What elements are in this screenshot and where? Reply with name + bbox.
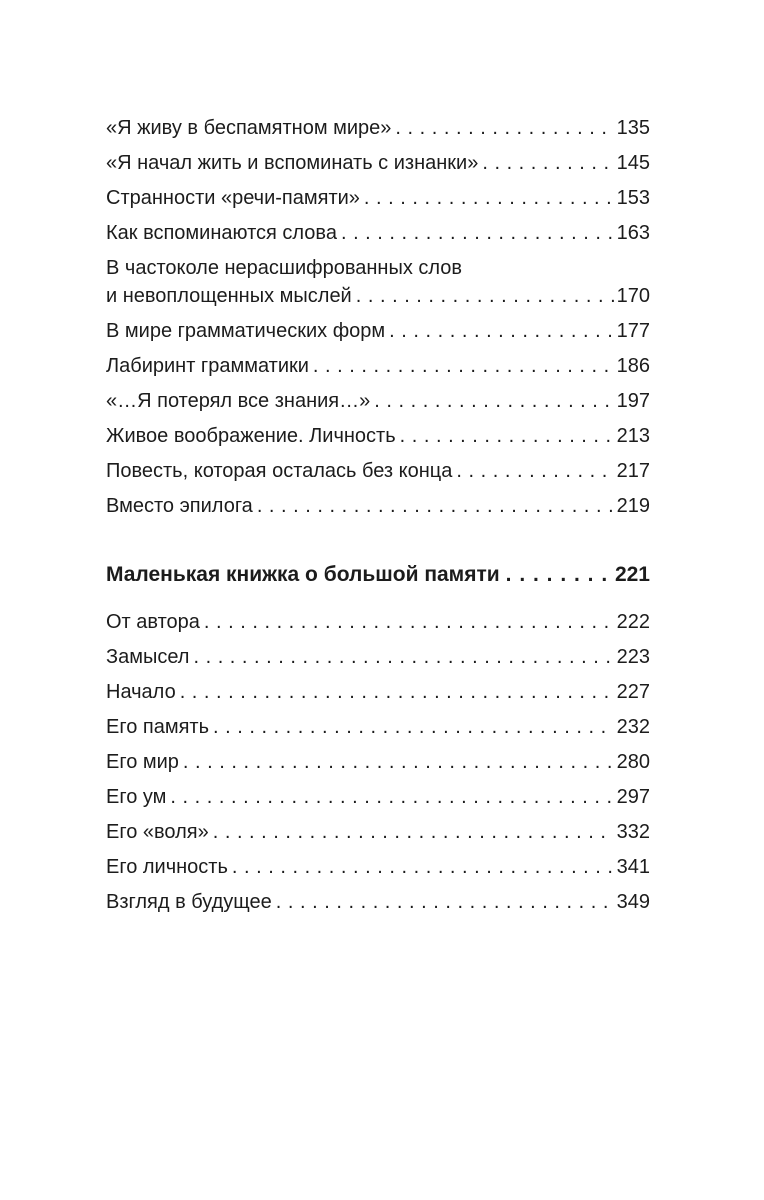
toc-entry-title: Вместо эпилога: [106, 495, 253, 517]
toc-entry-title-line1: В частоколе нерасшифрованных слов: [106, 257, 463, 279]
toc-entry: [106, 643, 650, 671]
toc-entry-page: 213: [616, 425, 650, 447]
section-title: Маленькая книжка о большой памяти: [106, 563, 500, 586]
dot-leader: [166, 783, 614, 811]
toc-entry: [106, 114, 650, 142]
dot-leader: [478, 149, 614, 177]
toc-entry-title: Странности «речи-памяти»: [106, 187, 360, 209]
toc-entry: [106, 422, 650, 450]
toc-entry: [106, 783, 650, 811]
toc-entry-title: «Я начал жить и вспоминать с изнанки»: [106, 152, 479, 174]
dot-leader: [200, 608, 614, 636]
dot-leader: [179, 748, 614, 776]
toc-entry: [106, 352, 650, 380]
toc-entry-page: 197: [616, 390, 650, 412]
toc-entry-page: 153: [616, 187, 650, 209]
toc-entry-page: 145: [616, 152, 650, 174]
dot-leader: [176, 678, 614, 706]
toc-entry-title: От автора: [106, 611, 200, 633]
dot-leader: [272, 888, 614, 916]
toc-entry-title: Его мир: [106, 751, 179, 773]
toc-entry-title: Повесть, которая осталась без конца: [106, 460, 453, 482]
toc-entry-title: «Я живу в беспамятном мире»: [106, 117, 392, 139]
toc-entry-page: 297: [616, 786, 650, 808]
dot-leader: [228, 853, 614, 881]
toc-entry-title: Его личность: [106, 856, 228, 878]
toc-entry-page: 349: [616, 891, 650, 913]
toc-entry-page: 341: [616, 856, 650, 878]
toc-entry-title: Как вспоминаются слова: [106, 222, 337, 244]
dot-leader: [452, 457, 614, 485]
dot-leader: [209, 818, 614, 846]
toc-entry: [106, 748, 650, 776]
toc-entry-title-line2: и невоплощенных мыслей: [106, 285, 352, 307]
toc-entry-title: Взгляд в будущее: [106, 891, 272, 913]
toc-entry: [106, 219, 650, 247]
toc-entry: [106, 317, 650, 345]
toc-entry-page: 332: [616, 821, 650, 843]
section-heading: [106, 560, 650, 590]
toc-entry: [106, 713, 650, 741]
dot-leader: [391, 114, 614, 142]
toc-entry-title: Его «воля»: [106, 821, 209, 843]
section-page: 221: [614, 563, 650, 586]
toc-entry-title: Начало: [106, 681, 176, 703]
dot-leader: [309, 352, 614, 380]
toc-entry-page: 163: [616, 222, 650, 244]
toc-entry-page: 177: [616, 320, 650, 342]
toc-entry-page: 280: [616, 751, 650, 773]
table-of-contents: [106, 114, 650, 923]
toc-entry-title: Лабиринт грамматики: [106, 355, 309, 377]
dot-leader: [209, 713, 614, 741]
toc-entry-page: 135: [616, 117, 650, 139]
toc-entry-page: 219: [616, 495, 650, 517]
toc-entry-page: 227: [616, 681, 650, 703]
dot-leader: [352, 282, 614, 310]
toc-entry: [106, 457, 650, 485]
toc-entry: [106, 492, 650, 520]
toc-entry-page: 223: [616, 646, 650, 668]
dot-leader: [385, 317, 614, 345]
toc-entry: [106, 853, 650, 881]
toc-entry: [106, 387, 650, 415]
dot-leader: [253, 492, 614, 520]
toc-entry: [106, 184, 650, 212]
toc-entry-page: 170: [616, 285, 650, 307]
toc-entry-title: Его ум: [106, 786, 167, 808]
toc-entry-page: 222: [616, 611, 650, 633]
toc-entry-title: Замысел: [106, 646, 190, 668]
dot-leader: [189, 643, 614, 671]
toc-entry-title: Его память: [106, 716, 209, 738]
toc-entry: [106, 818, 650, 846]
dot-leader: [360, 184, 614, 212]
toc-entry: [106, 888, 650, 916]
toc-entry-title: Живое воображение. Личность: [106, 425, 396, 447]
toc-entry: [106, 254, 650, 310]
dot-leader: [500, 560, 615, 590]
toc-entry: [106, 678, 650, 706]
dot-leader: [396, 422, 614, 450]
toc-entry-page: 186: [616, 355, 650, 377]
toc-entry-title: «…Я потерял все знания…»: [106, 390, 371, 412]
toc-entry-page: 217: [616, 460, 650, 482]
dot-leader: [370, 387, 614, 415]
toc-entry-title: В мире грамматических форм: [106, 320, 386, 342]
dot-leader: [337, 219, 614, 247]
toc-entry-page: 232: [616, 716, 650, 738]
toc-entry: [106, 608, 650, 636]
toc-entry: [106, 149, 650, 177]
